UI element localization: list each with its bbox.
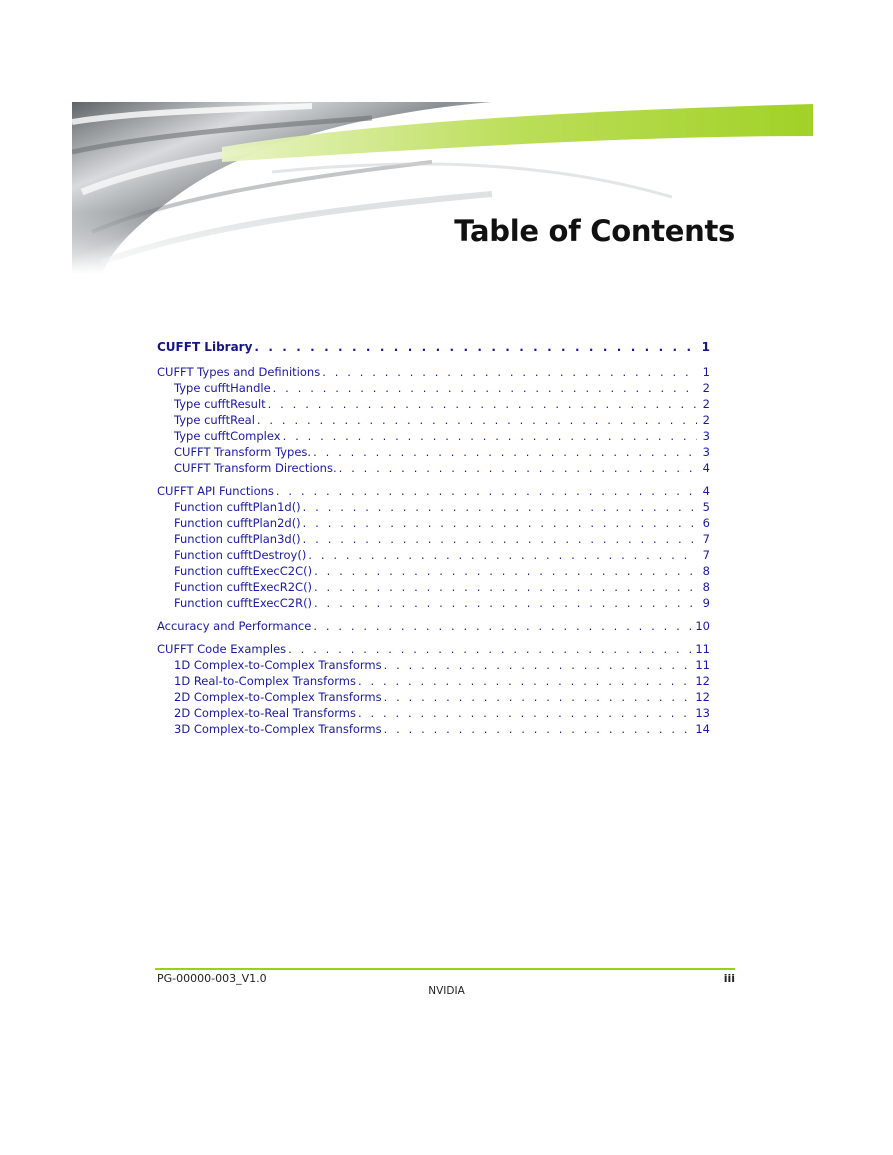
toc-entry-page: 12	[695, 690, 710, 704]
toc-subsection-entry[interactable]	[157, 444, 710, 460]
toc-entry-page: 2	[702, 397, 710, 411]
toc-dot-leader	[314, 563, 697, 579]
toc-entry-page: 4	[702, 461, 710, 475]
toc-subsection-entry[interactable]	[157, 499, 710, 515]
page-title: Table of Contents	[454, 214, 735, 248]
toc-subsection-entry[interactable]	[157, 547, 710, 563]
toc-subsection-entry[interactable]	[157, 412, 710, 428]
toc-dot-leader	[303, 499, 697, 515]
toc-dot-leader	[358, 673, 692, 689]
toc-entry-page: 8	[702, 564, 710, 578]
toc-entry-page: 3	[702, 429, 710, 443]
toc-section-group	[157, 364, 710, 476]
toc-entry-page: 1	[701, 340, 710, 354]
footer-doc-id: PG-00000-003_V1.0	[157, 972, 267, 985]
header-banner-graphic	[72, 102, 813, 274]
toc-entry-title: 1D Real-to-Complex Transforms	[174, 674, 356, 688]
toc-subsection-entry[interactable]	[157, 705, 710, 721]
toc-chapter-entry[interactable]	[157, 339, 710, 355]
toc-entry-page: 5	[702, 500, 710, 514]
table-of-contents	[157, 339, 710, 744]
toc-dot-leader	[254, 339, 697, 355]
toc-dot-leader	[283, 428, 697, 444]
toc-entry-title: 1D Complex-to-Complex Transforms	[174, 658, 382, 672]
toc-dot-leader	[308, 547, 697, 563]
toc-subsection-entry[interactable]	[157, 515, 710, 531]
toc-dot-leader	[384, 657, 693, 673]
toc-subsection-entry[interactable]	[157, 460, 710, 476]
toc-entry-page: 3	[702, 445, 710, 459]
toc-dot-leader	[384, 689, 693, 705]
toc-dot-leader	[268, 396, 697, 412]
toc-entry-page: 2	[702, 381, 710, 395]
toc-entry-title: Function cufftDestroy()	[174, 548, 307, 562]
toc-entry-page: 7	[702, 532, 710, 546]
toc-entry-title: CUFFT Types and Definitions	[157, 365, 321, 379]
toc-subsection-entry[interactable]	[157, 673, 710, 689]
toc-subsection-entry[interactable]	[157, 531, 710, 547]
toc-dot-leader	[257, 412, 697, 428]
toc-subsection-entry[interactable]	[157, 428, 710, 444]
toc-dot-leader	[384, 721, 693, 737]
toc-section-entry[interactable]	[157, 641, 710, 657]
toc-entry-title: Function cufftPlan3d()	[174, 532, 301, 546]
toc-subsection-entry[interactable]	[157, 380, 710, 396]
toc-entry-title: Function cufftExecR2C()	[174, 580, 313, 594]
toc-dot-leader	[303, 531, 697, 547]
toc-entry-page: 12	[695, 674, 710, 688]
toc-dot-leader	[276, 483, 697, 499]
toc-entry-page: 2	[702, 413, 710, 427]
toc-entry-page: 7	[702, 548, 710, 562]
toc-entry-title: CUFFT Transform Directions.	[174, 461, 337, 475]
toc-entry-title: CUFFT Transform Types.	[174, 445, 312, 459]
toc-entry-title: 2D Complex-to-Real Transforms	[174, 706, 356, 720]
toc-dot-leader	[313, 444, 697, 460]
toc-section-entry[interactable]	[157, 483, 710, 499]
toc-subsection-entry[interactable]	[157, 689, 710, 705]
toc-entry-page: 10	[695, 619, 710, 633]
toc-dot-leader	[358, 705, 692, 721]
toc-entry-page: 13	[695, 706, 710, 720]
toc-entry-title: Function cufftPlan1d()	[174, 500, 301, 514]
toc-subsection-entry[interactable]	[157, 595, 710, 611]
toc-subsection-entry[interactable]	[157, 396, 710, 412]
footer-divider	[155, 968, 735, 970]
toc-entry-page: 4	[702, 484, 710, 498]
toc-entry-title: Accuracy and Performance	[157, 619, 312, 633]
toc-entry-page: 11	[695, 658, 710, 672]
toc-dot-leader	[313, 618, 692, 634]
toc-subsection-entry[interactable]	[157, 721, 710, 737]
toc-entry-title: CUFFT Library	[157, 340, 253, 354]
toc-dot-leader	[273, 380, 697, 396]
toc-entry-page: 9	[702, 596, 710, 610]
toc-entry-page: 1	[702, 365, 710, 379]
toc-subsection-entry[interactable]	[157, 563, 710, 579]
toc-entry-page: 6	[702, 516, 710, 530]
toc-entry-title: Type cufftResult	[174, 397, 266, 411]
toc-section-group	[157, 483, 710, 611]
toc-entry-title: CUFFT API Functions	[157, 484, 274, 498]
toc-entry-title: Type cufftHandle	[174, 381, 271, 395]
toc-subsection-entry[interactable]	[157, 657, 710, 673]
toc-dot-leader	[322, 364, 697, 380]
toc-entry-title: Function cufftExecC2R()	[174, 596, 313, 610]
toc-entry-title: 2D Complex-to-Complex Transforms	[174, 690, 382, 704]
toc-entry-page: 14	[695, 722, 710, 736]
toc-dot-leader	[314, 595, 697, 611]
toc-entry-title: Function cufftExecC2C()	[174, 564, 313, 578]
footer-company: NVIDIA	[428, 985, 465, 997]
toc-dot-leader	[339, 460, 697, 476]
toc-section-entry[interactable]	[157, 364, 710, 380]
toc-dot-leader	[303, 515, 697, 531]
toc-entry-page: 11	[695, 642, 710, 656]
toc-dot-leader	[288, 641, 692, 657]
toc-section-group	[157, 641, 710, 737]
toc-subsection-entry[interactable]	[157, 579, 710, 595]
footer-page-number: iii	[723, 972, 735, 985]
toc-entry-title: Function cufftPlan2d()	[174, 516, 301, 530]
toc-entry-title: 3D Complex-to-Complex Transforms	[174, 722, 382, 736]
toc-section-group	[157, 618, 710, 634]
toc-entry-title: Type cufftReal	[174, 413, 255, 427]
toc-entry-title: Type cufftComplex	[174, 429, 281, 443]
toc-dot-leader	[314, 579, 697, 595]
toc-entry-title: CUFFT Code Examples	[157, 642, 287, 656]
toc-section-entry[interactable]	[157, 618, 710, 634]
toc-entry-page: 8	[702, 580, 710, 594]
